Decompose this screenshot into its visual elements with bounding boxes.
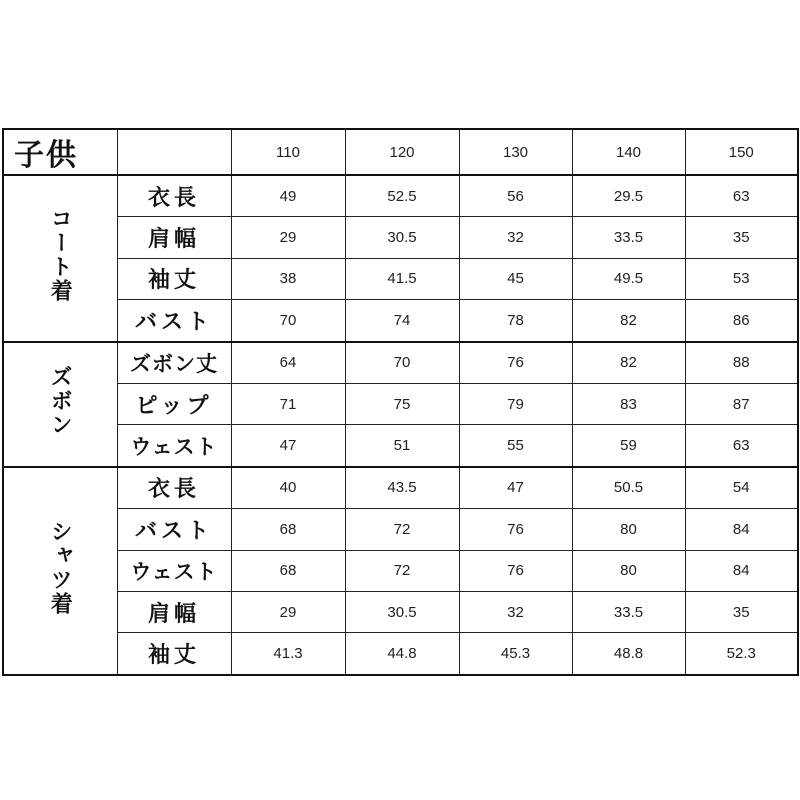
item-label: 肩幅 bbox=[117, 217, 231, 258]
value-cell: 33.5 bbox=[572, 217, 685, 258]
value-cell: 53 bbox=[685, 258, 798, 299]
value-cell: 52.5 bbox=[345, 175, 459, 217]
item-label: ズボン丈 bbox=[117, 342, 231, 384]
value-cell: 79 bbox=[459, 383, 572, 424]
value-cell: 76 bbox=[459, 550, 572, 591]
table-row bbox=[3, 342, 798, 384]
item-label: バスト bbox=[117, 509, 231, 550]
item-label: バスト bbox=[117, 300, 231, 342]
header-row bbox=[3, 129, 798, 175]
table-row bbox=[3, 425, 798, 467]
value-cell: 59 bbox=[572, 425, 685, 467]
value-cell: 50.5 bbox=[572, 467, 685, 509]
value-cell: 70 bbox=[231, 300, 345, 342]
item-label: ピップ bbox=[117, 383, 231, 424]
item-label: ウェスト bbox=[117, 550, 231, 591]
value-cell: 72 bbox=[345, 509, 459, 550]
value-cell: 74 bbox=[345, 300, 459, 342]
item-header-cell bbox=[117, 129, 231, 175]
table-row bbox=[3, 258, 798, 299]
value-cell: 51 bbox=[345, 425, 459, 467]
value-cell: 55 bbox=[459, 425, 572, 467]
value-cell: 68 bbox=[231, 509, 345, 550]
value-cell: 72 bbox=[345, 550, 459, 591]
value-cell: 63 bbox=[685, 425, 798, 467]
size-header-cell: 110 bbox=[231, 129, 345, 175]
value-cell: 35 bbox=[685, 217, 798, 258]
size-header-cell: 130 bbox=[459, 129, 572, 175]
value-cell: 32 bbox=[459, 217, 572, 258]
value-cell: 48.8 bbox=[572, 633, 685, 675]
value-cell: 76 bbox=[459, 342, 572, 384]
value-cell: 40 bbox=[231, 467, 345, 509]
value-cell: 68 bbox=[231, 550, 345, 591]
value-cell: 63 bbox=[685, 175, 798, 217]
value-cell: 82 bbox=[572, 342, 685, 384]
value-cell: 49.5 bbox=[572, 258, 685, 299]
size-header-cell: 120 bbox=[345, 129, 459, 175]
value-cell: 41.3 bbox=[231, 633, 345, 675]
value-cell: 30.5 bbox=[345, 591, 459, 632]
size-chart-table bbox=[2, 128, 799, 676]
value-cell: 80 bbox=[572, 550, 685, 591]
value-cell: 47 bbox=[459, 467, 572, 509]
group-label-coat: コート着 bbox=[3, 175, 117, 342]
item-label: 肩幅 bbox=[117, 591, 231, 632]
value-cell: 75 bbox=[345, 383, 459, 424]
table-row bbox=[3, 591, 798, 632]
value-cell: 52.3 bbox=[685, 633, 798, 675]
value-cell: 38 bbox=[231, 258, 345, 299]
value-cell: 45.3 bbox=[459, 633, 572, 675]
table-row bbox=[3, 383, 798, 424]
table-row bbox=[3, 217, 798, 258]
value-cell: 56 bbox=[459, 175, 572, 217]
value-cell: 84 bbox=[685, 550, 798, 591]
item-label: 衣長 bbox=[117, 467, 231, 509]
item-label: 袖丈 bbox=[117, 633, 231, 675]
value-cell: 54 bbox=[685, 467, 798, 509]
group-label-pants: ズボン bbox=[3, 342, 117, 467]
value-cell: 30.5 bbox=[345, 217, 459, 258]
value-cell: 47 bbox=[231, 425, 345, 467]
table-row bbox=[3, 467, 798, 509]
value-cell: 29 bbox=[231, 217, 345, 258]
value-cell: 84 bbox=[685, 509, 798, 550]
size-header-cell: 150 bbox=[685, 129, 798, 175]
value-cell: 43.5 bbox=[345, 467, 459, 509]
table-row bbox=[3, 175, 798, 217]
value-cell: 32 bbox=[459, 591, 572, 632]
value-cell: 78 bbox=[459, 300, 572, 342]
value-cell: 71 bbox=[231, 383, 345, 424]
corner-label: 子供 bbox=[3, 129, 117, 175]
value-cell: 70 bbox=[345, 342, 459, 384]
item-label: 袖丈 bbox=[117, 258, 231, 299]
item-label: 衣長 bbox=[117, 175, 231, 217]
value-cell: 86 bbox=[685, 300, 798, 342]
group-label-shirt: シャツ着 bbox=[3, 467, 117, 675]
item-label: ウェスト bbox=[117, 425, 231, 467]
value-cell: 83 bbox=[572, 383, 685, 424]
value-cell: 80 bbox=[572, 509, 685, 550]
value-cell: 35 bbox=[685, 591, 798, 632]
value-cell: 87 bbox=[685, 383, 798, 424]
value-cell: 45 bbox=[459, 258, 572, 299]
value-cell: 88 bbox=[685, 342, 798, 384]
value-cell: 82 bbox=[572, 300, 685, 342]
value-cell: 76 bbox=[459, 509, 572, 550]
size-header-cell: 140 bbox=[572, 129, 685, 175]
table-row bbox=[3, 509, 798, 550]
table-row bbox=[3, 633, 798, 675]
value-cell: 29.5 bbox=[572, 175, 685, 217]
value-cell: 64 bbox=[231, 342, 345, 384]
table-row bbox=[3, 300, 798, 342]
table-row bbox=[3, 550, 798, 591]
value-cell: 44.8 bbox=[345, 633, 459, 675]
value-cell: 33.5 bbox=[572, 591, 685, 632]
value-cell: 49 bbox=[231, 175, 345, 217]
value-cell: 41.5 bbox=[345, 258, 459, 299]
value-cell: 29 bbox=[231, 591, 345, 632]
